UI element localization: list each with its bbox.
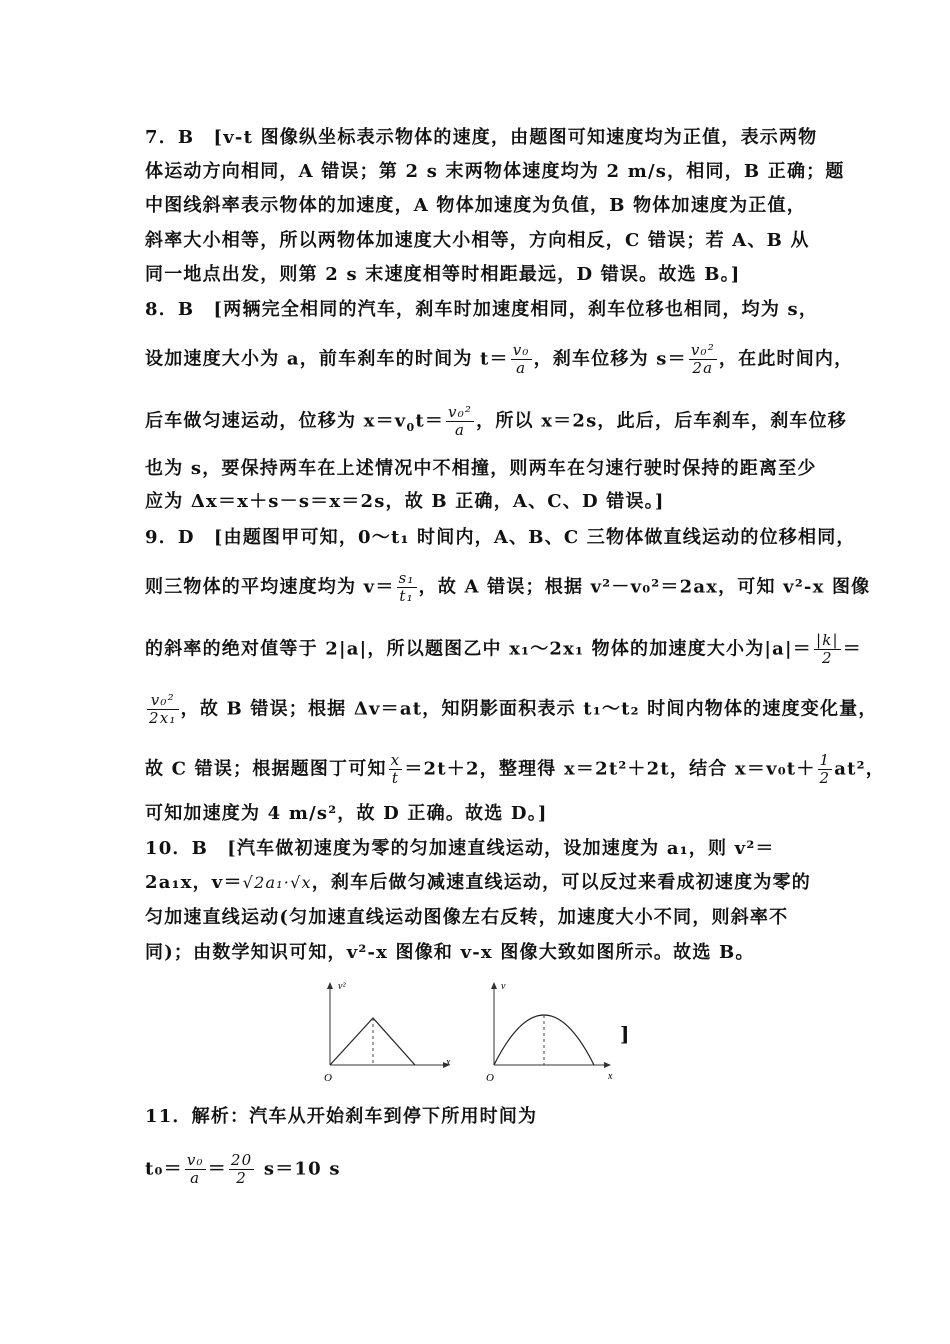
q8-line-4: 也为 s，要保持两车在上述情况中不相撞，则两车在匀速行驶时保持的距离至少 [145,458,817,479]
left-y-arrow-icon [327,982,333,989]
q10-line-1: 10．B [汽车做初速度为零的匀加速直线运动，设加速度为 a₁，则 v²＝ [145,838,775,859]
v-x-graphs [318,975,633,1090]
right-x-label: x [608,1071,613,1082]
fraction-v0-over-a: $\frac{\text{v₀}}{a}$ [512,341,530,377]
v-x-graph [486,981,613,1084]
fraction-v0-over-a-2: $\frac{\text{v₀}}{a}$ [186,1151,204,1187]
right-x-arrow-icon [604,1062,611,1068]
q8-line-2: 设加速度大小为 a，前车刹车的时间为 t＝ $\frac{\text{v₀}}{a}$ ，刹车位移为 s＝ $\frac{\text{v₀²}}{2a}$ ，在此时间内， [145,341,854,377]
q9-line-2: 则三物体的平均速度均为 v＝ $\frac{\text{s₁}}{\text{t₁}}$ ，故 A 错误；根据 v²－v₀²＝2ax，可知 v²-x 图像 [145,569,871,605]
fraction-s1-over-t1: $\frac{\text{s₁}}{\text{t₁}}$ [398,569,415,605]
q10-line-2: 2a₁x，v＝√2a₁·√x，刹车后做匀减速直线运动，可以反过来看成初速度为零的 [145,872,811,893]
fraction-v0sq-over-a: $\frac{\text{v₀²}}{a}$ [448,403,473,439]
q8-line-5: 应为 Δx＝x＋s－s＝x＝2s，故 B 正确，A、C、D 错误。] [145,491,665,512]
q11-line-2: t₀＝ $\frac{\text{v₀}}{a}$ ＝ $\frac{20}{2}$ s＝10 s [145,1151,341,1187]
fraction-v0sq-over-2x1: $\frac{\text{v₀²}}{\text{2x₁}}$ [149,691,177,727]
right-y-label: v [501,981,506,992]
q9-line-5: 故 C 错误；根据题图丁可知 $\frac{x}{t}$ ＝2t＋2，整理得 x＝2t²＋2t，结合 x＝v₀t＋ $\frac{1}{2}$ at²， [145,751,885,787]
fraction-v0sq-over-2a: $\frac{\text{v₀²}}{2a}$ [690,341,715,377]
q10-line-3: 匀加速直线运动(匀加速直线运动图像左右反转，加速度大小不同，则斜率不 [145,907,789,928]
left-origin-label: O [324,1072,332,1084]
q7-line-4: 斜率大小相等，所以两物体加速度大小相等，方向相反，C 错误；若 A、B 从 [145,230,810,251]
fraction-x-over-t: $\frac{x}{t}$ [390,751,401,787]
q11-line-1: 11．解析：汽车从开始刹车到停下所用时间为 [145,1106,538,1127]
q10-line-4: 同)；由数学知识可知，v²-x 图像和 v-x 图像大致如图所示。故选 B。 [145,942,755,963]
v2-x-graph [324,981,451,1084]
q8-line-3: 后车做匀速运动，位移为 $x=v_0t=$ $\frac{\text{v₀²}}{a}$ ，所以 x＝2s，此后，后车刹车，刹车位移 [145,403,848,439]
q9-line-3: 的斜率的绝对值等于 2|a|，所以题图乙中 x₁～2x₁ 物体的加速度大小为|a|＝ $\frac{|k|}{2}$ ＝ [145,631,862,667]
q9-line-4: $\frac{\text{v₀²}}{\text{2x₁}}$ ，故 B 错误；根据 Δv＝at，知阴影面积表示 t₁～t₂ 时间内物体的速度变化量， [149,691,878,727]
q9-line-1: 9．D [由题图甲可知，0～t₁ 时间内，A、B、C 三物体做直线运动的位移相同， [145,527,856,548]
left-x-label: x [446,1057,451,1068]
fraction-20-over-2: $\frac{20}{2}$ [230,1151,253,1187]
left-y-label: v² [338,981,346,992]
q8-line-1: 8．B [两辆完全相同的汽车，刹车时加速度相同，刹车位移也相同，均为 s， [145,299,819,320]
right-origin-label: O [486,1072,494,1084]
q9-line-6: 可知加速度为 4 m/s²，故 D 正确。故选 D。] [145,803,548,824]
q7-line-2: 体运动方向相同，A 错误；第 2 s 末两物体速度均为 2 m/s，相同，B 正确；题 [145,161,845,182]
right-y-arrow-icon [491,982,497,989]
q7-line-5: 同一地点出发，则第 2 s 末速度相等时相距最远，D 错误。故选 B。] [145,264,741,285]
q7-line-1: 7．B [v-t 图像纵坐标表示物体的速度，由题图可知速度均为正值，表示两物 [145,127,818,148]
fraction-abs-k-over-2: $\frac{|k|}{2}$ [816,631,839,667]
fraction-one-half: $\frac{1}{2}$ [819,751,831,787]
q7-line-3: 中图线斜率表示物体的加速度，A 物体加速度为负值，B 物体加速度为正值， [145,195,806,216]
sqrt-expression: √2a₁·√x [242,873,312,892]
closing-bracket: ] [620,1022,630,1046]
